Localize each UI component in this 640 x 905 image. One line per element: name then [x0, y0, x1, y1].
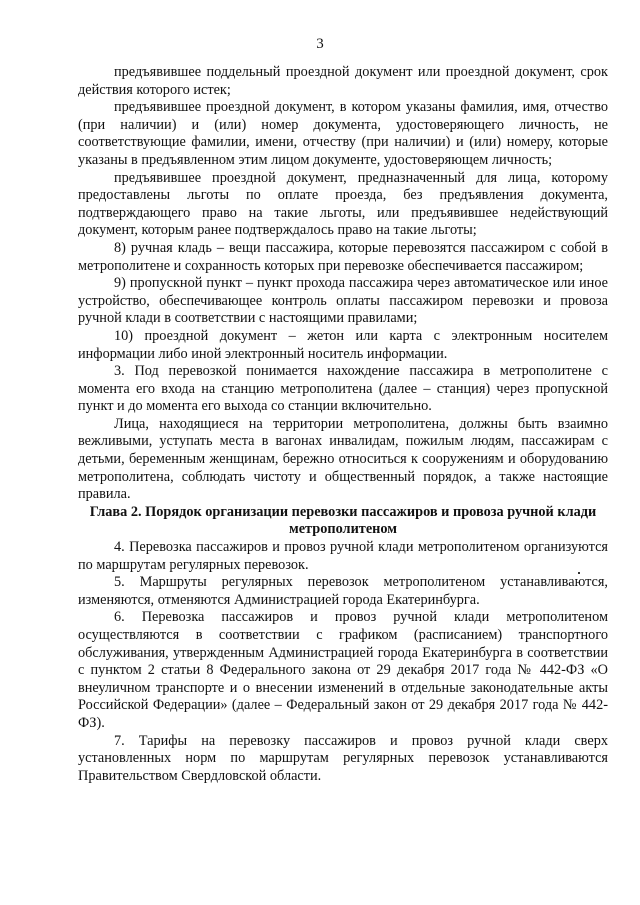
chapter-heading: Глава 2. Порядок организации перевозки пассажиров и провоза ручной клади метрополитеном: [89, 503, 597, 538]
paragraph: предъявившее проездной документ, предназначенный для лица, которому предоставлены льготы по оплате проезда, без предъявления документа, подтверждающего право на такие льготы, или предъявившее недействующий документ, которым ранее подтверждалось право на такие льготы;: [78, 169, 608, 239]
paragraph: 3. Под перевозкой понимается нахождение пассажира в метрополитене с момента его входа на станцию метрополитена (далее – станция) через пропускной пункт и до момента его выхода со станции включительно.: [78, 363, 608, 415]
page-number: 3: [316, 36, 324, 52]
scan-dot: [578, 572, 580, 574]
paragraph: 7. Тарифы на перевозку пассажиров и провоз ручной клади сверх установленных норм по маршрутам регулярных перевозок устанавливаются Правительством Свердловской области.: [78, 732, 608, 784]
paragraph: 10) проездной документ – жетон или карта с электронным носителем информации либо иной электронный носитель информации.: [78, 327, 608, 362]
paragraph: 6. Перевозка пассажиров и провоз ручной клади метрополитеном осуществляются в соответствии с графиком (расписанием) транспортного обслуживания, утвержденным Администрацией города Екатеринбурга в соответствии с пунктом 2 статьи 8 Федерального закона от 29 декабря 2017 года № 442-ФЗ «О внеуличном транспорте и о внесении изменений в отдельные законодательные акты Российской Федерации» (далее – Федеральный закон от 29 декабря 2017 года № 442-ФЗ).: [78, 609, 608, 731]
paragraph: предъявившее проездной документ, в котором указаны фамилия, имя, отчество (при наличии) и (или) номер документа, удостоверяющего личность, не соответствующие фамилии, имени, отчеству (при наличии) и (или) номеру, которые указаны в предъявленном этим лицом документе, удостоверяющем личность;: [78, 99, 608, 168]
document-body: [78, 64, 608, 785]
paragraph: 8) ручная кладь – вещи пассажира, которые перевозятся пассажиром с собой в метрополитене и сохранность которых при перевозке обеспечивается пассажиром;: [78, 239, 608, 274]
paragraph: 9) пропускной пункт – пункт прохода пассажира через автоматическое или иное устройство, обеспечивающее контроль оплаты пассажиром перевозки и провоза ручной клади в соответствии с настоящими правилами;: [78, 275, 608, 327]
paragraph: предъявившее поддельный проездной документ или проездной документ, срок действия которого истек;: [78, 64, 608, 98]
paragraph: 4. Перевозка пассажиров и провоз ручной клади метрополитеном организуются по маршрутам регулярных перевозок.: [78, 539, 608, 573]
paragraph: 5. Маршруты регулярных перевозок метрополитеном устанавливаются, изменяются, отменяются Администрацией города Екатеринбурга.: [78, 574, 608, 608]
paragraph: Лица, находящиеся на территории метрополитена, должны быть взаимно вежливыми, уступать места в вагонах инвалидам, пожилым людям, пассажирам с детьми, беременным женщинам, бережно относиться к сооружениям и оборудованию метрополитена, соблюдать чистоту и общественный порядок, а также настоящие правила.: [78, 415, 608, 503]
